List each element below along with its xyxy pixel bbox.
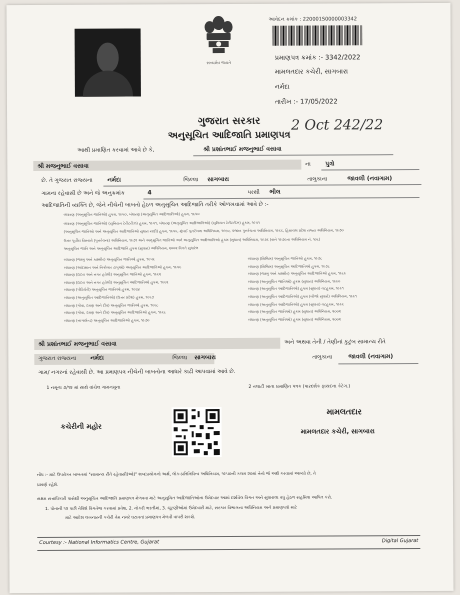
note-line-4: 1. પોતાની ૧૨ પછી તેવિશે વિગતેજ કરવામાં પ્રવેશ, 2. નોકરી ભરતીમાં, 3. ચૂંટણીઓમાં ઉમેદવારી માટે, સરકાર વિભાગના અધિનિયમ અને પ્રમાણપત્રો માટે xyxy=(45,504,298,511)
basis-1: 1 નમૂના ૭/૧૨ માં સાથે વાંચેલ ગામનમૂના xyxy=(46,385,121,391)
taluka-label: તાલુકાના xyxy=(307,176,328,183)
law-list: બંધારણ (અનુસૂચિત જાતિઓ) હુકમ, ૧૯૫૦, બંધારણ (અનુસૂચિત આદિજાતિઓ) હુકમ, ૧૯૫૦ બંધારણ (અનુસૂચિત જાતિઓ) (યુનિયન ટેરીટરીઝ) હુકમ, ૧૯૫૧, બંધારણ (અનુસૂચિત આદિજાતિઓ) (યુનિયન ટેરીટરીઝ) હુકમ, ૧૯૫૧ (અનુસૂચિત જાતિઓ અને અનુસૂચિત આદિજાતિઓ સુધારા યાદી) હુકમ, ૧૯૫૬, મુંબઈ પુનર્રચના અધિનિયમ, ૧૯૬૦, પંજાબ પુનર્રચના અધિનિયમ, ૧૯૬૬, હિમાચલ પ્રદેશ રાજ્ય અધિનિયમ, ૧૯૭૦ ઉત્તર પૂર્વીય વિસ્તારો (પુનર્રચના) અધિનિયમ, ૧૯૭૧ અને અનુસૂચિત જાતિઓ અને અનુસૂચિત આદિજાતિઓ હુકમ (સુધારા) અધિનિયમ, ૧૯૭૬ (સને ૧૯૭૬ના અધિનિયમ નં. ૧૦૮) અનુસૂચિત જાતિ અને અનુસૂચિત આદિજાતિ હુકમ (સુધારા) અધિનિયમ, ૨૦૦૨ વિગતે સુધારેલ xyxy=(63,212,344,252)
emblem-caption: સત્યમેવ જયતે xyxy=(206,59,232,66)
note-line-1: નોંધ :- માટે ઉપરોક્ત બાબતમાં "સામાન્ય રીતે રહેવાસી(ઓ)" શબ્દપ્રયોગનો અર્થ, લોક-પ્રતિનિધિત્વ અધિનિયમ, ૧૯૫૦ની કલમ ૨૦માં તેનો જે અર્થ કરવામાં આવ્યો છે, તે xyxy=(36,470,316,478)
issuing-office: મામલતદાર કચેરી, સાગબારા xyxy=(274,67,348,76)
barcode xyxy=(273,25,363,45)
issuing-district: નર્મદા xyxy=(274,82,290,91)
paramanu-label: પરથી xyxy=(247,189,260,196)
government-title: ગુજરાત સરકાર xyxy=(197,115,261,128)
district-label-2: જિલ્લા xyxy=(172,355,188,362)
certification-line: આથી પ્રમાણિત કરવામાં આવે છે કે, xyxy=(77,147,155,154)
item-prefix: ગામના રહેવાસી છે અને જે અનુક્રમાંક xyxy=(41,190,125,197)
tribe-description: આદિજાતિની વ્યક્તિ છે, જેને નીચેની બાબતો હેઠળ અનુસૂચિત આદિજાતિ તરીકે ઓળખવામાં આવે છે :- xyxy=(41,201,269,209)
handwritten-note: 2 Oct 242/22 xyxy=(291,117,384,134)
application-number: આવેદન ક્રમાંક : 220001S0000003342 xyxy=(268,16,357,23)
applicant-photo xyxy=(75,28,141,96)
district-label: જિલ્લા xyxy=(183,177,199,184)
certificate-page xyxy=(6,3,453,593)
district-value-2: નર્મદા xyxy=(90,354,104,362)
signatory-office: મામલતદાર કચેરી, સાગબારા xyxy=(300,427,375,436)
state-emblem-icon xyxy=(199,14,239,62)
certificate-title: અનુસૂચિત આદિજાતિ પ્રમાણપત્ર xyxy=(167,129,291,142)
taluka-label-2: તાલુકાના xyxy=(312,354,333,361)
basis-2: 2 તલાટી ખાતા પ્રમાણિત પત્રક (પારદર્શક ફાયદના કેટેગ.) xyxy=(248,384,351,390)
orders-left-list: બંધારણ (જમ્મુ અને કાશ્મીર) અનુસૂચિત જાતિઓ હુકમ, ૧૯૫૬ બંધારણ (આંદામાન અને નિકોબાર ટાપુઓ) અનુસૂચિત આદિજાતિઓ હુકમ, ૧૯૫૯ બંધારણ (દાદરા અને નગર હવેલી) અનુસૂચિત જાતિઓ હુકમ, ૧૯૬૨ બંધારણ (દાદરા અને નગર હવેલી) અનુસૂચિત આદિજાતિઓ હુકમ, ૧૯૬૨ બંધારણ (પોંડિચેરી) અનુસૂચિત જાતિઓ હુકમ, ૧૯૬૪ બંધારણ (અનુસૂચિત આદિજાતિઓ) (ઉત્તર પ્રદેશ) હુકમ, ૧૯૬૭ બંધારણ (ગોવા, દમણ અને દીવ) અનુસૂચિત જાતિઓ હુકમ, ૧૯૬૮ બંધારણ (ગોવા, દમણ અને દીવ) અનુસૂચિત આદિજાતિઓ હુકમ, ૧૯૬૮ બંધારણ (નાગાલેન્ડ) અનુસૂચિત આદિજાતિઓ હુકમ, ૧૯૭૦ xyxy=(63,257,182,323)
signatory-title: મામલતદાર xyxy=(326,407,362,417)
taluka-value-2: સાગબારા xyxy=(194,354,216,362)
orders-right-list: બંધારણ (સિક્કિમ) અનુસૂચિત જાતિઓ હુકમ, ૧૯૭૮ બંધારણ (સિક્કિમ) અનુસૂચિત આદિજાતિઓ હુકમ, ૧૯૭૮ બંધારણ (જમ્મુ અને કાશ્મીર) અનુસૂચિત આદિજાતિઓ હુકમ, ૧૯૮૯ બંધારણ (અનુસૂચિત જાતિઓ) હુકમ (સુધારા) અધિનિયમ, ૧૯૯૦ બંધારણ (અનુસૂચિત આદિજાતિઓ) હુકમ (સુધારા) વટહુકમ, ૧૯૯૧ બંધારણ (અનુસૂચિત આદિજાતિઓ) હુકમ (બીજો સુધારો) અધિનિયમ, ૧૯૯૧ બંધારણ (અનુસૂચિત આદિજાતિઓ) હુકમ (સુધારા) વટહુકમ, ૧૯૯૬ બંધારણ (અનુસૂચિત જાતિઓ) હુકમ (સુધારા) અધિનિયમ, ૨૦૦૨ બંધારણ (અનુસૂચિત જાતિઓ) હુકમ (સુધારા) અધિનિયમ, ૨૦૦૨ xyxy=(247,256,357,322)
footer-brand: Digital Gujarat xyxy=(381,538,419,545)
office-seal-label: કચેરીની મહોર xyxy=(60,422,102,431)
footer xyxy=(37,535,420,551)
village-value-2: જાવલી (નવાગામ) xyxy=(348,353,394,361)
family-text: અને અથવા તેની / તેણીનાં કુટુંબ સામાન્ય રીતે xyxy=(284,339,386,346)
qr-code xyxy=(172,407,222,457)
village-value: જાવલી (નવાગામ) xyxy=(347,175,393,183)
relation-label: ના xyxy=(305,161,311,168)
taluka-value: સાગબારા xyxy=(207,176,229,184)
certificate-number: પ્રમાણપત્ર ક્રમાંક :- 3342/2022 xyxy=(274,53,361,62)
tribe-name: ભીલ xyxy=(269,188,281,196)
note-line-3: સક્ષમ સત્તાધિકારી પાસેથી અનુસૂચિત આદિજાતિ પ્રમાણપત્ર મેળવવા માટે અનુસૂચિત આદિજાતિઓના ઉમેદવાર આમાં દર્શાવેલ વિગત અને સુધારાલા વધુ હેઠળ સહમિત્રા આપિત કરો. xyxy=(37,494,333,502)
state-label-2: ગુજરાત રાજ્યના xyxy=(38,355,77,363)
note-line-2: પ્રમાણે રહેશે. xyxy=(36,481,59,488)
item-number: 4 xyxy=(147,189,152,197)
district-value: નર્મદા xyxy=(107,176,121,184)
applicant-name: શ્રી પ્રશાંતભાઈ મજનુભાઈ વસાવા xyxy=(203,145,282,154)
father-name: શ્રી મજનુભાઈ વસાવા xyxy=(37,162,89,171)
note-line-5: માટે આદેશ લખનારની કચેરી તેમ નમરે ઘટાવતાં પ્રમાણપત્ર મેળવી વાપરી શકશે. xyxy=(65,514,196,520)
relation-value: પુત્રો xyxy=(325,160,335,168)
issue-date: તારીખ :- 17/05/2022 xyxy=(274,97,338,106)
applicant-name-repeat: શ્રી પ્રશાંતભાઈ મજનુભાઈ વસાવા xyxy=(38,340,117,349)
village-resident-text: ગામ/ નગરનાં રહેવાસી છે. આ પ્રમાણપત્ર નીચેની બાબતોના આધારે કાઢી આપવામાં આવે છે. xyxy=(38,368,236,377)
footer-credit: Courtesy :- National Informatics Centre, Gujarat xyxy=(39,539,160,547)
state-label: છે. તે ગુજરાત રાજ્યના xyxy=(41,177,93,184)
